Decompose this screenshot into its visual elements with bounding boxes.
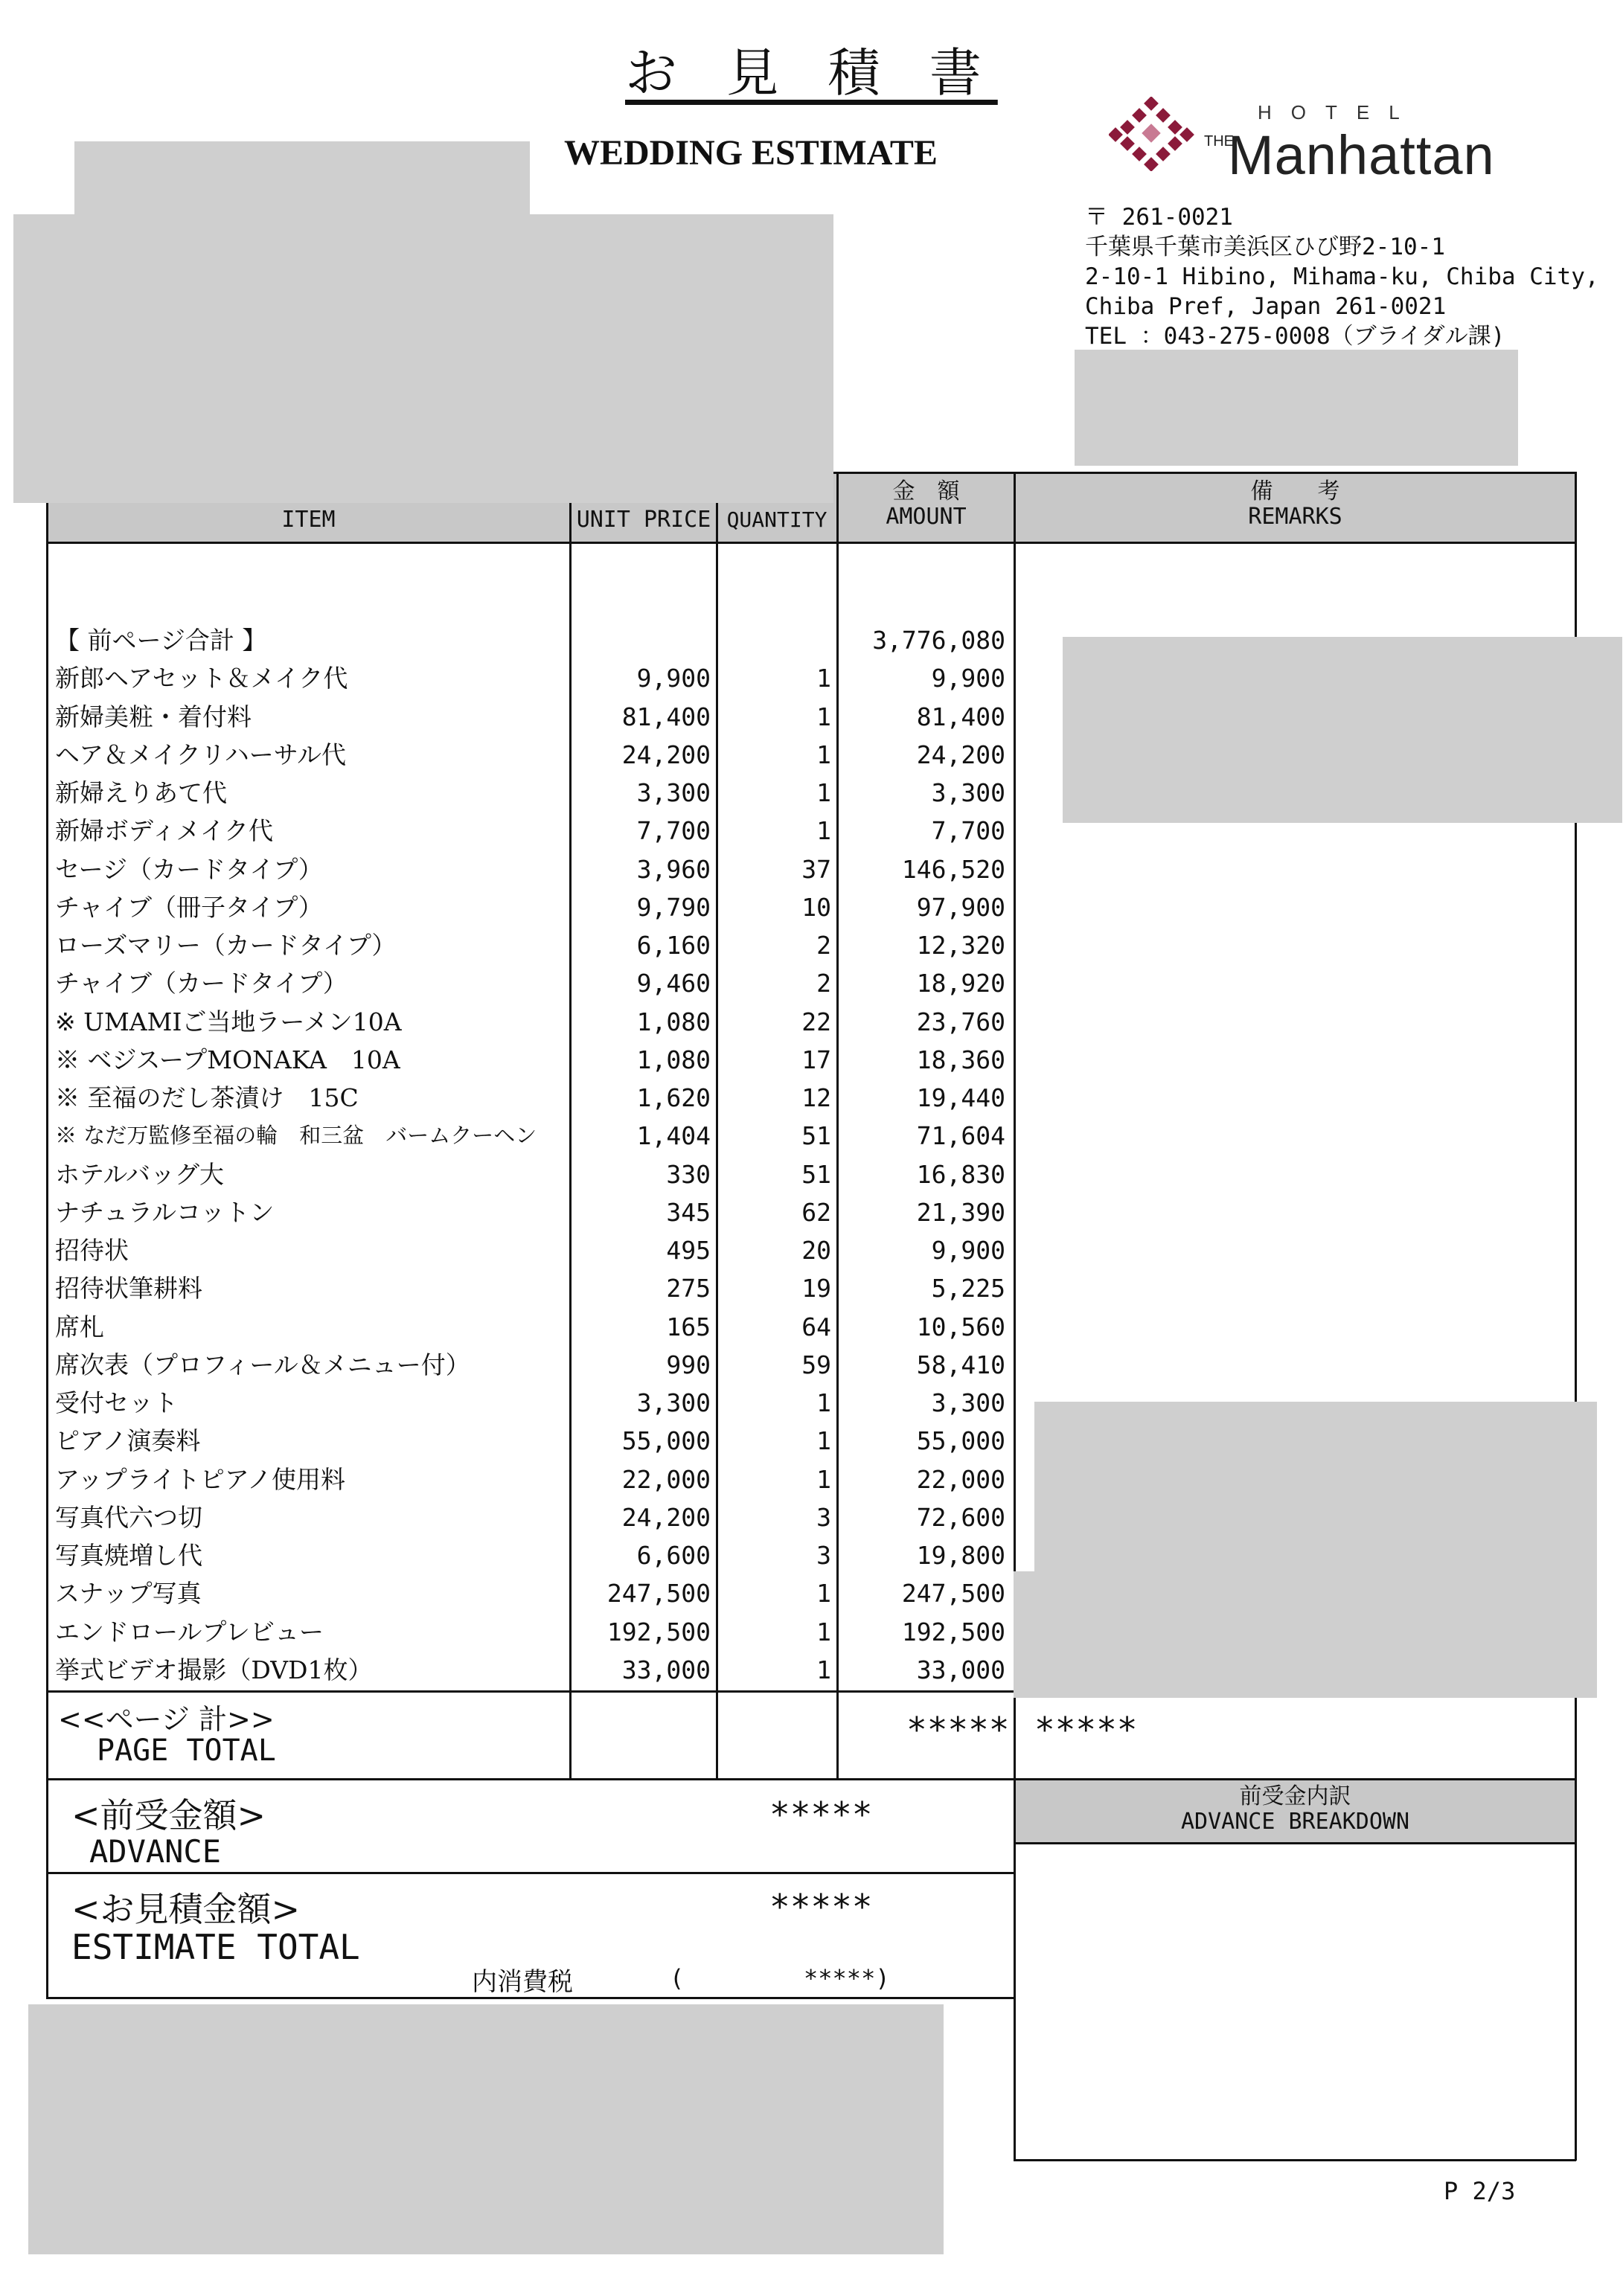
hotel-logo bbox=[1109, 97, 1213, 171]
column-header-quantity bbox=[717, 507, 837, 533]
amount-cell: 18,920 bbox=[916, 969, 1005, 998]
item-cell: 席次表（プロフィール＆メニュー付） bbox=[55, 1350, 470, 1379]
table-row bbox=[0, 1346, 1623, 1384]
unit-price-cell: 6,600 bbox=[636, 1541, 711, 1570]
logo-name-text: Manhattan bbox=[1228, 124, 1495, 186]
amount-cell: 3,300 bbox=[931, 1388, 1005, 1417]
table-row bbox=[0, 926, 1623, 964]
tax-open-paren: ( bbox=[670, 1964, 685, 1992]
column-header-item-label: ITEM bbox=[281, 507, 336, 533]
table-row bbox=[0, 1231, 1623, 1269]
quantity-cell: 1 bbox=[816, 1617, 831, 1646]
item-cell: セージ（カードタイプ） bbox=[55, 854, 323, 884]
amount-cell: 3,776,080 bbox=[872, 626, 1005, 655]
logo-the-text: THE bbox=[1204, 133, 1234, 150]
table-row bbox=[0, 888, 1623, 926]
quantity-cell: 64 bbox=[801, 1312, 831, 1341]
advance-label-en: ADVANCE bbox=[89, 1833, 222, 1870]
table-row bbox=[0, 1308, 1623, 1346]
item-cell: ピアノ演奏料 bbox=[55, 1426, 201, 1456]
unit-price-cell: 81,400 bbox=[621, 702, 711, 731]
address-line: 〒 261-0021 bbox=[1085, 204, 1233, 231]
item-cell: 招待状 bbox=[55, 1236, 129, 1265]
quantity-cell: 1 bbox=[816, 1388, 831, 1417]
amount-cell: 72,600 bbox=[916, 1502, 1005, 1532]
tax-value: *****) bbox=[804, 1964, 890, 1992]
amount-cell: 71,604 bbox=[916, 1121, 1005, 1151]
quantity-cell: 1 bbox=[816, 1426, 831, 1456]
advance-label-jp: <前受金額> bbox=[71, 1795, 266, 1835]
amount-cell: 58,410 bbox=[916, 1350, 1005, 1379]
unit-price-cell: 3,300 bbox=[636, 1388, 711, 1417]
item-cell: 写真代六つ切 bbox=[55, 1502, 202, 1532]
unit-price-cell: 495 bbox=[666, 1236, 711, 1265]
item-cell: 挙式ビデオ撮影（DVD1枚） bbox=[55, 1655, 373, 1684]
redacted-block bbox=[1034, 1402, 1597, 1579]
quantity-cell: 1 bbox=[816, 1464, 831, 1494]
quantity-cell: 51 bbox=[801, 1159, 831, 1189]
amount-cell: 23,760 bbox=[916, 1007, 1005, 1036]
estimate-total-label-jp: <お見積金額> bbox=[71, 1889, 301, 1929]
item-cell: 受付セット bbox=[55, 1388, 178, 1417]
item-cell: ローズマリー（カードタイプ） bbox=[55, 931, 397, 960]
quantity-cell: 22 bbox=[801, 1007, 831, 1036]
quantity-cell: 1 bbox=[816, 664, 831, 693]
quantity-cell: 1 bbox=[816, 740, 831, 769]
amount-cell: 33,000 bbox=[916, 1655, 1005, 1684]
item-cell: チャイブ（冊子タイプ） bbox=[55, 892, 323, 922]
column-header-item bbox=[46, 507, 571, 533]
unit-price-cell: 192,500 bbox=[606, 1617, 711, 1646]
item-cell: 新婦ボディメイク代 bbox=[55, 816, 274, 846]
unit-price-cell: 1,080 bbox=[636, 1045, 711, 1074]
quantity-cell: 2 bbox=[816, 969, 831, 998]
quantity-cell: 1 bbox=[816, 816, 831, 846]
redacted-block bbox=[1063, 637, 1622, 823]
column-header-amount-en: AMOUNT bbox=[886, 504, 967, 530]
amount-cell: 19,440 bbox=[916, 1083, 1005, 1112]
logo-mark-icon bbox=[1109, 97, 1198, 171]
amount-cell: 146,520 bbox=[901, 854, 1005, 884]
table-row bbox=[0, 1041, 1623, 1079]
quantity-cell: 1 bbox=[816, 1655, 831, 1684]
item-cell: 新郎ヘアセット＆メイク代 bbox=[55, 664, 348, 693]
unit-price-cell: 165 bbox=[666, 1312, 711, 1341]
tax-label: 内消費税 bbox=[472, 1967, 573, 1997]
address-line: 2-10-1 Hibino, Mihama-ku, Chiba City, bbox=[1085, 263, 1599, 290]
amount-cell: 16,830 bbox=[916, 1159, 1005, 1189]
page-total-remarks: ***** bbox=[1034, 1710, 1138, 1750]
quantity-cell: 20 bbox=[801, 1236, 831, 1265]
table-row bbox=[0, 1269, 1623, 1307]
quantity-cell: 3 bbox=[816, 1502, 831, 1532]
item-cell: 招待状筆耕料 bbox=[55, 1274, 202, 1303]
quantity-cell: 17 bbox=[801, 1045, 831, 1074]
column-header-amount bbox=[837, 479, 1015, 530]
unit-price-cell: 9,790 bbox=[636, 892, 711, 922]
unit-price-cell: 275 bbox=[666, 1274, 711, 1303]
amount-cell: 3,300 bbox=[931, 778, 1005, 807]
item-cell: 新婦美粧・着付料 bbox=[55, 702, 252, 731]
unit-price-cell: 33,000 bbox=[621, 1655, 711, 1684]
quantity-cell: 2 bbox=[816, 931, 831, 960]
item-cell: ※ 至福のだし茶漬け 15C bbox=[55, 1083, 359, 1112]
column-header-unit-price-label: UNIT PRICE bbox=[576, 507, 711, 533]
item-cell: チャイブ（カードタイプ） bbox=[55, 969, 348, 998]
unit-price-cell: 3,300 bbox=[636, 778, 711, 807]
unit-price-cell: 22,000 bbox=[621, 1464, 711, 1494]
unit-price-cell: 990 bbox=[666, 1350, 711, 1379]
item-cell: 新婦えりあて代 bbox=[55, 778, 227, 807]
amount-cell: 81,400 bbox=[916, 702, 1005, 731]
amount-cell: 247,500 bbox=[901, 1579, 1005, 1609]
unit-price-cell: 1,620 bbox=[636, 1083, 711, 1112]
amount-cell: 97,900 bbox=[916, 892, 1005, 922]
unit-price-cell: 247,500 bbox=[606, 1579, 711, 1609]
unit-price-cell: 24,200 bbox=[621, 1502, 711, 1532]
item-cell: アップライトピアノ使用料 bbox=[55, 1464, 346, 1494]
item-cell: 【 前ページ合計 】 bbox=[55, 626, 267, 655]
amount-cell: 10,560 bbox=[916, 1312, 1005, 1341]
advance-amount: ***** bbox=[769, 1795, 873, 1835]
page-number: P 2/3 bbox=[1444, 2177, 1516, 2205]
unit-price-cell: 1,404 bbox=[636, 1121, 711, 1151]
logo-hotel-text: HOTEL bbox=[1258, 101, 1419, 124]
column-header-amount-jp: 金 額 bbox=[892, 478, 960, 504]
quantity-cell: 37 bbox=[801, 854, 831, 884]
page-title-en: WEDDING ESTIMATE bbox=[564, 133, 938, 173]
quantity-cell: 3 bbox=[816, 1541, 831, 1570]
page-total-amount: ***** bbox=[906, 1710, 1010, 1750]
item-cell: ヘア＆メイクリハーサル代 bbox=[55, 740, 347, 769]
quantity-cell: 1 bbox=[816, 702, 831, 731]
unit-price-cell: 24,200 bbox=[621, 740, 711, 769]
item-cell: 写真焼増し代 bbox=[55, 1541, 202, 1570]
item-cell: エンドロールプレビュー bbox=[55, 1617, 324, 1646]
item-cell: ナチュラルコットン bbox=[55, 1197, 275, 1227]
address-line: 千葉県千葉市美浜区ひび野2-10-1 bbox=[1085, 234, 1445, 260]
item-cell: ※ UMAMIご当地ラーメン10A bbox=[55, 1007, 402, 1036]
advance-breakdown-header bbox=[1015, 1784, 1575, 1835]
table-row bbox=[0, 1155, 1623, 1193]
amount-cell: 22,000 bbox=[916, 1464, 1005, 1494]
page-title-jp: お 見 積 書 bbox=[625, 42, 998, 103]
column-header-remarks-en: REMARKS bbox=[1248, 504, 1342, 530]
table-row bbox=[0, 1117, 1623, 1155]
amount-cell: 5,225 bbox=[931, 1274, 1005, 1303]
redacted-block bbox=[1075, 350, 1518, 466]
item-cell: ※ ベジスープMONAKA 10A bbox=[55, 1045, 400, 1074]
advance-breakdown-jp: 前受金内訳 bbox=[1239, 1783, 1351, 1809]
amount-cell: 9,900 bbox=[931, 664, 1005, 693]
table-row bbox=[0, 1079, 1623, 1117]
amount-cell: 18,360 bbox=[916, 1045, 1005, 1074]
unit-price-cell: 1,080 bbox=[636, 1007, 711, 1036]
quantity-cell: 1 bbox=[816, 778, 831, 807]
redacted-block bbox=[1014, 1571, 1597, 1698]
estimate-total-label-en: ESTIMATE TOTAL bbox=[71, 1927, 360, 1967]
unit-price-cell: 7,700 bbox=[636, 816, 711, 846]
unit-price-cell: 9,900 bbox=[636, 664, 711, 693]
unit-price-cell: 3,960 bbox=[636, 854, 711, 884]
redacted-block bbox=[13, 214, 833, 503]
quantity-cell: 12 bbox=[801, 1083, 831, 1112]
column-header-quantity-label: QUANTITY bbox=[726, 507, 827, 532]
quantity-cell: 10 bbox=[801, 892, 831, 922]
table-row bbox=[0, 850, 1623, 888]
item-cell: ※ なだ万監修至福の輪 和三盆 バームクーヘン bbox=[55, 1123, 537, 1149]
amount-cell: 55,000 bbox=[916, 1426, 1005, 1456]
advance-breakdown-en: ADVANCE BREAKDOWN bbox=[1180, 1809, 1410, 1835]
amount-cell: 19,800 bbox=[916, 1541, 1005, 1570]
unit-price-cell: 9,460 bbox=[636, 969, 711, 998]
page-total-label-jp: <<ページ 計>> bbox=[58, 1703, 275, 1736]
item-cell: 席札 bbox=[55, 1312, 104, 1341]
table-row bbox=[0, 964, 1623, 1002]
estimate-total-amount: ***** bbox=[769, 1887, 873, 1927]
unit-price-cell: 330 bbox=[666, 1159, 711, 1189]
column-header-remarks-jp: 備 考 bbox=[1250, 478, 1340, 504]
quantity-cell: 19 bbox=[801, 1274, 831, 1303]
amount-cell: 12,320 bbox=[916, 931, 1005, 960]
page-total-label-en: PAGE TOTAL bbox=[97, 1734, 276, 1768]
table-row bbox=[0, 1003, 1623, 1041]
unit-price-cell: 55,000 bbox=[621, 1426, 711, 1456]
amount-cell: 24,200 bbox=[916, 740, 1005, 769]
quantity-cell: 51 bbox=[801, 1121, 831, 1151]
address-line: Chiba Pref, Japan 261-0021 bbox=[1085, 293, 1447, 320]
quantity-cell: 1 bbox=[816, 1579, 831, 1609]
redacted-block bbox=[74, 141, 530, 216]
item-cell: スナップ写真 bbox=[55, 1579, 202, 1609]
column-header-remarks bbox=[1015, 479, 1575, 530]
table-row bbox=[0, 1193, 1623, 1231]
item-cell: ホテルバッグ大 bbox=[55, 1159, 225, 1189]
quantity-cell: 62 bbox=[801, 1197, 831, 1227]
quantity-cell: 59 bbox=[801, 1350, 831, 1379]
redacted-block bbox=[28, 2004, 944, 2254]
amount-cell: 9,900 bbox=[931, 1236, 1005, 1265]
column-header-unit-price bbox=[571, 507, 717, 533]
amount-cell: 7,700 bbox=[931, 816, 1005, 846]
unit-price-cell: 345 bbox=[666, 1197, 711, 1227]
amount-cell: 192,500 bbox=[901, 1617, 1005, 1646]
address-line: TEL ：043-275-0008（ブライダル課) bbox=[1085, 323, 1505, 350]
unit-price-cell: 6,160 bbox=[636, 931, 711, 960]
amount-cell: 21,390 bbox=[916, 1197, 1005, 1227]
